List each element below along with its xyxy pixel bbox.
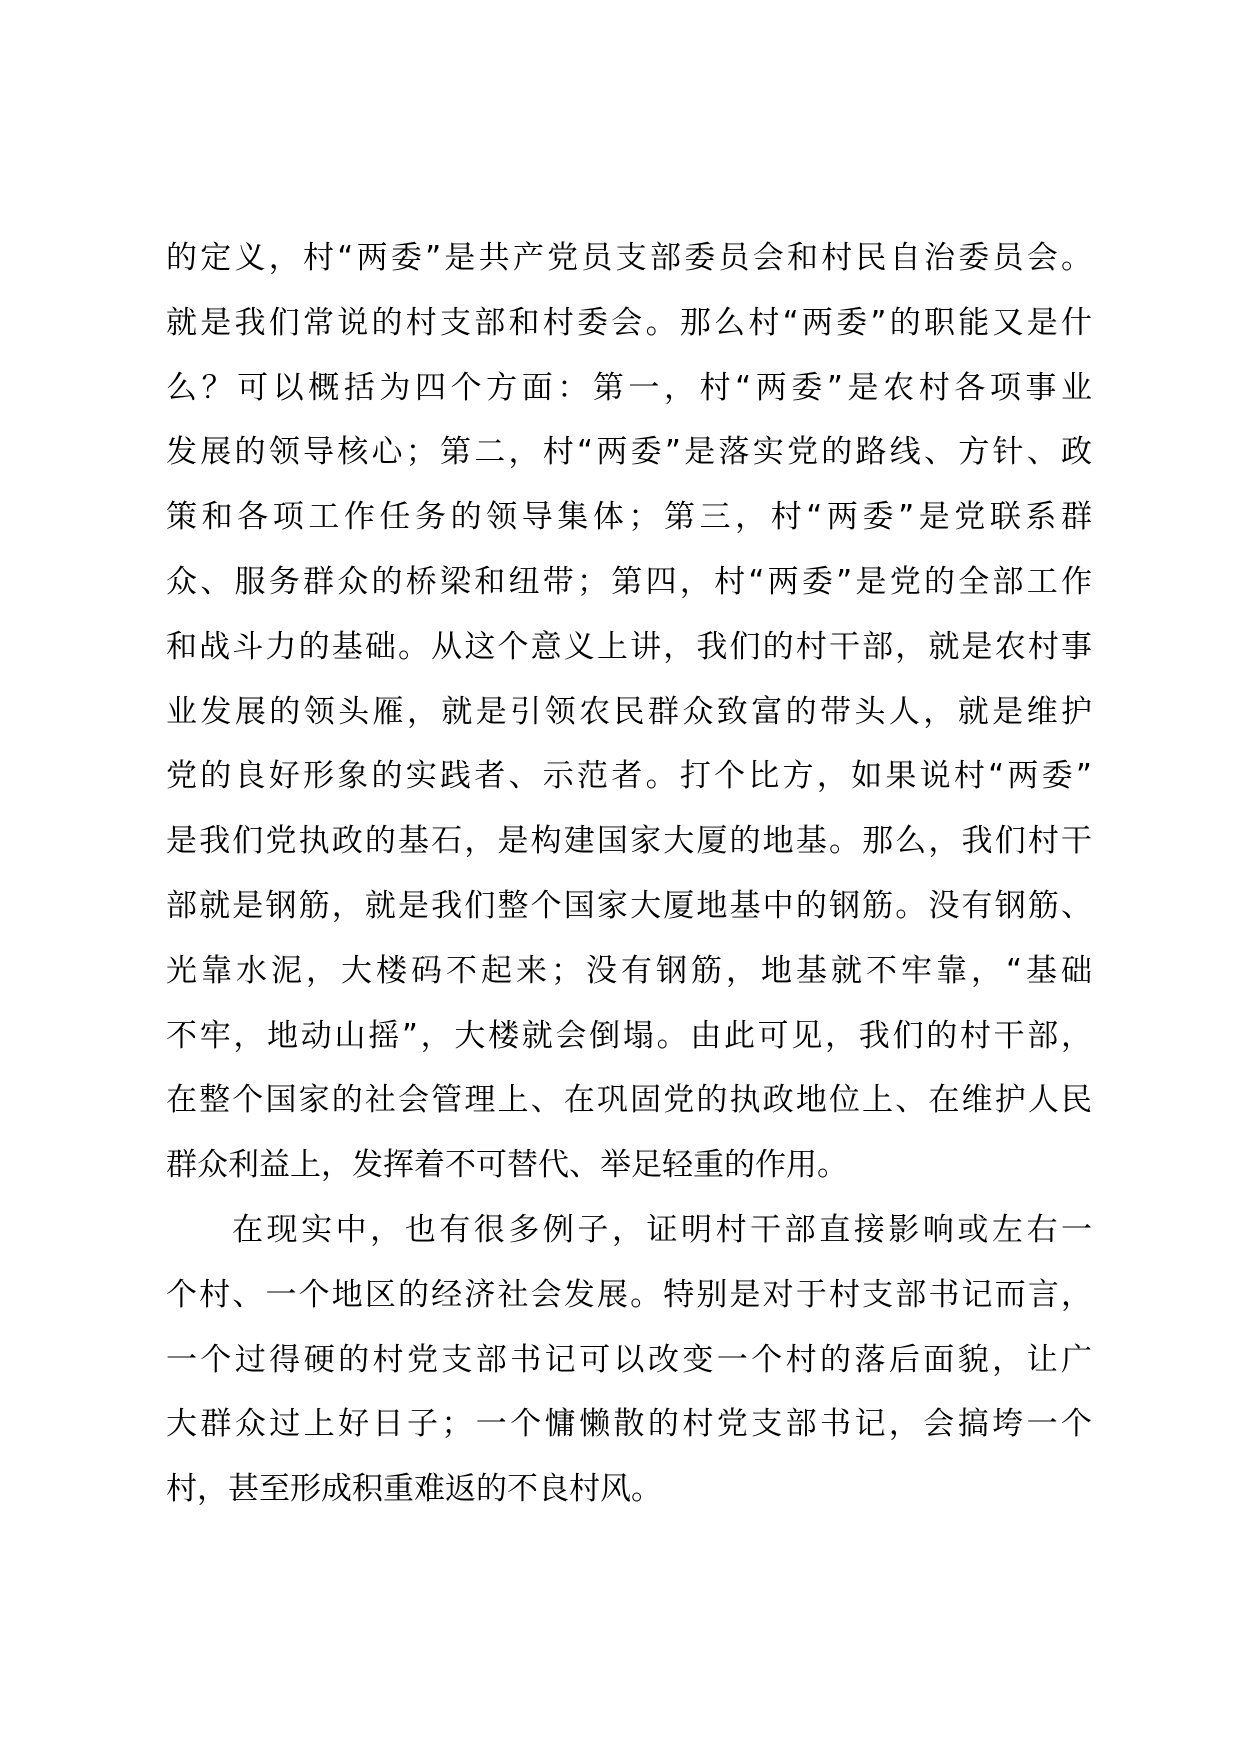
text-line: 一个过得硬的村党支部书记可以改变一个村的落后面貌，让广 — [166, 1341, 1092, 1378]
text-line: 的定义，村“两委”是共产党员支部委员会和村民自治委员会。 — [166, 240, 1092, 276]
text-line: 么？可以概括为四个方面：第一，村“两委”是农村各项事业 — [166, 369, 1092, 406]
text-line: 发展的领导核心；第二，村“两委”是落实党的路线、方针、政 — [166, 434, 1092, 471]
text-line: 个村、一个地区的经济社会发展。特别是对于村支部书记而言， — [166, 1276, 1092, 1313]
text-line: 部就是钢筋，就是我们整个国家大厦地基中的钢筋。没有钢筋、 — [166, 887, 1092, 924]
text-line: 群众利益上，发挥着不可替代、举足轻重的作用。 — [166, 1147, 848, 1184]
text-line: 在整个国家的社会管理上、在巩固党的执政地位上、在维护人民 — [166, 1082, 1092, 1119]
text-line: 是我们党执政的基石，是构建国家大厦的地基。那么，我们村干 — [166, 823, 1092, 860]
text-line: 村，甚至形成积重难返的不良村风。 — [166, 1471, 662, 1508]
text-line: 光靠水泥，大楼码不起来；没有钢筋，地基就不牢靠，“基础 — [166, 952, 1092, 989]
document-body — [166, 226, 1092, 1522]
text-line: 就是我们常说的村支部和村委会。那么村“两委”的职能又是什 — [166, 304, 1092, 341]
paragraph-1 — [166, 226, 1092, 1198]
text-line: 和战斗力的基础。从这个意义上讲，我们的村干部，就是农村事 — [166, 628, 1092, 665]
text-line: 不牢，地动山摇”，大楼就会倒塌。由此可见，我们的村干部， — [166, 1017, 1092, 1054]
text-line: 大群众过上好日子；一个慵懒散的村党支部书记，会搞垮一个 — [166, 1406, 1092, 1443]
paragraph-2 — [166, 1198, 1092, 1522]
text-line: 策和各项工作任务的领导集体；第三，村“两委”是党联系群 — [166, 499, 1092, 536]
text-line: 党的良好形象的实践者、示范者。打个比方，如果说村“两委” — [166, 758, 1092, 795]
text-line: 业发展的领头雁，就是引领农民群众致富的带头人，就是维护 — [166, 693, 1092, 730]
text-line: 在现实中，也有很多例子，证明村干部直接影响或左右一 — [232, 1211, 1092, 1248]
text-line: 众、服务群众的桥梁和纽带；第四，村“两委”是党的全部工作 — [166, 563, 1092, 600]
